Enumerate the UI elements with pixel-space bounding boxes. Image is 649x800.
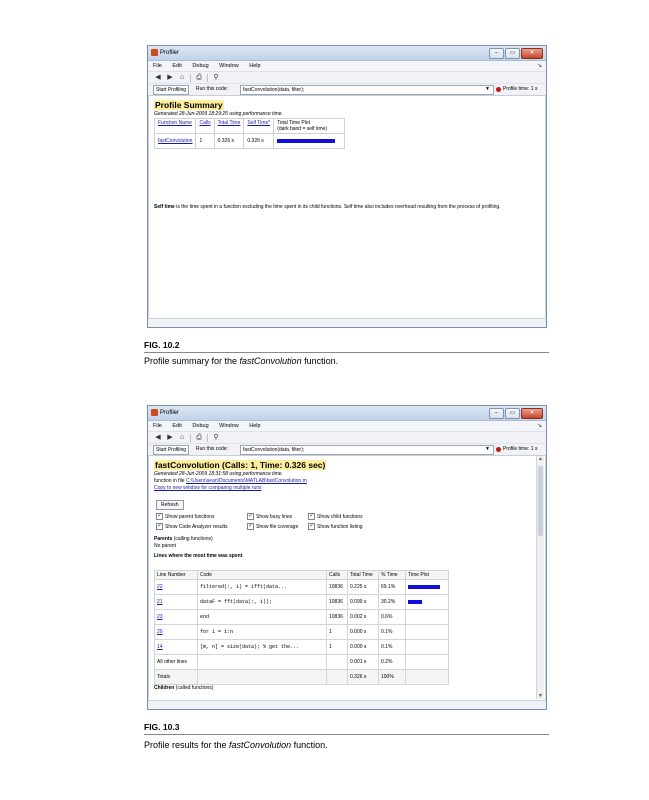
- menu-bar: [148, 421, 546, 431]
- page-title: Profile Summary: [155, 100, 223, 110]
- title-bar: [148, 46, 546, 61]
- pct-time-cell: 30.2%: [379, 595, 406, 610]
- children-heading-text: Children: [154, 685, 175, 691]
- menu-file[interactable]: File: [153, 63, 162, 69]
- profiler-window-detail: [147, 405, 547, 710]
- undock-icon[interactable]: ↘: [537, 423, 542, 429]
- time-plot-bar: [408, 585, 440, 589]
- caption-rule: [144, 734, 549, 735]
- file-path-link[interactable]: C:\Users\sean\Documents\MATLAB\fastConvolution.m: [185, 478, 307, 484]
- figure-caption: [144, 740, 328, 750]
- menu-window[interactable]: Window: [219, 63, 239, 69]
- profiler-window-summary: [147, 45, 547, 328]
- other-lines-pct: 0.2%: [379, 655, 406, 670]
- other-lines-total: 0.001 s: [348, 655, 379, 670]
- table-row: [155, 610, 449, 625]
- pct-time-cell: 69.1%: [379, 580, 406, 595]
- checkbox-label: Show child functions: [317, 513, 363, 520]
- record-icon: [496, 447, 501, 452]
- parents-heading-text: Parents: [154, 536, 173, 542]
- window-title: Profiler: [160, 410, 180, 416]
- caption-text-end: function.: [301, 356, 339, 366]
- check-icon: ✓: [157, 513, 162, 519]
- table-row-totals: [155, 670, 449, 685]
- profile-summary-content: [150, 96, 544, 317]
- checkbox-code-analyzer[interactable]: [156, 523, 228, 530]
- forward-icon[interactable]: ▶: [167, 74, 173, 81]
- menu-file[interactable]: File: [153, 423, 162, 429]
- checkbox-label: Show Code Analyzer results: [165, 523, 228, 530]
- time-plot-bar: [408, 600, 422, 604]
- checkbox-show-parents[interactable]: [156, 513, 214, 520]
- profile-time-label: Profile time: 1 s: [503, 446, 538, 452]
- back-icon[interactable]: ◀: [155, 434, 161, 441]
- back-icon[interactable]: ◀: [155, 74, 161, 81]
- status-bar: [148, 700, 546, 709]
- line-link[interactable]: 22: [157, 584, 163, 590]
- maximize-button[interactable]: ▭: [505, 48, 520, 59]
- table-row: [155, 640, 449, 655]
- parents-heading: [154, 536, 213, 542]
- column-header-total-time: Total Time: [348, 571, 379, 580]
- checkbox-file-coverage[interactable]: [247, 523, 298, 530]
- print-icon[interactable]: ⎙: [196, 434, 202, 441]
- caption-text: Profile results for the: [144, 740, 230, 750]
- chevron-down-icon[interactable]: ▼: [485, 446, 490, 452]
- column-header-calls[interactable]: Calls: [199, 120, 211, 126]
- close-button[interactable]: ✕: [521, 48, 543, 59]
- table-row: [155, 580, 449, 595]
- find-icon[interactable]: ⚲: [213, 434, 219, 441]
- column-header-function-name[interactable]: Function Name: [158, 120, 192, 126]
- pct-time-cell: 0.1%: [379, 640, 406, 655]
- checkbox-label: Show function listing: [317, 523, 363, 530]
- home-icon[interactable]: ⌂: [179, 74, 185, 81]
- calls-cell: 1: [327, 640, 348, 655]
- check-icon: ✓: [309, 523, 314, 529]
- line-link[interactable]: 14: [157, 644, 163, 650]
- total-time-cell: 0.002 s: [348, 610, 379, 625]
- checkbox-show-children[interactable]: [308, 513, 363, 520]
- check-icon: ✓: [248, 513, 253, 519]
- figure-caption: [144, 356, 338, 366]
- undock-icon[interactable]: ↘: [537, 63, 542, 69]
- minimize-button[interactable]: –: [489, 48, 504, 59]
- checkbox-label: Show busy lines: [256, 513, 293, 520]
- total-time-cell: 0.225 s: [348, 580, 379, 595]
- calls-cell: 10836: [327, 610, 348, 625]
- line-link[interactable]: 20: [157, 629, 163, 635]
- window-title: Profiler: [160, 50, 180, 56]
- function-link[interactable]: fastConvolution: [158, 138, 193, 144]
- file-location: [154, 478, 307, 484]
- total-time-cell: 0.326 s: [214, 134, 244, 149]
- menu-help[interactable]: Help: [249, 423, 261, 429]
- scroll-thumb[interactable]: [538, 466, 543, 536]
- refresh-button[interactable]: Refresh: [156, 500, 184, 510]
- title-bar: [148, 406, 546, 421]
- column-header-time-plot: Time Plot: [406, 571, 449, 580]
- calls-cell: 1: [327, 625, 348, 640]
- caption-function: fastConvolution: [239, 356, 302, 366]
- column-header-pct-time: % Time: [379, 571, 406, 580]
- menu-debug[interactable]: Debug: [192, 63, 209, 69]
- column-header-time-plot: Total Time Plot (dark band = self time): [274, 119, 345, 134]
- generated-text: Generated 28-Jun-2009 18:31:58 using performance time.: [154, 471, 283, 477]
- function-detail-content: [150, 456, 536, 699]
- table-row: [155, 595, 449, 610]
- column-header-self-time[interactable]: Self Time*: [247, 120, 271, 126]
- close-button[interactable]: ✕: [521, 408, 543, 419]
- self-time-cell: 0.326 s: [244, 134, 274, 149]
- column-header-calls: Calls: [327, 571, 348, 580]
- summary-table: [154, 118, 345, 149]
- profile-time-label: Profile time: 1 s: [503, 86, 538, 92]
- matlab-icon: [151, 409, 158, 416]
- maximize-button[interactable]: ▭: [505, 408, 520, 419]
- table-row: [155, 134, 345, 149]
- toolbar: [148, 71, 546, 84]
- run-code-input[interactable]: fastConvolution(data, filter);: [240, 445, 494, 455]
- scroll-up-icon[interactable]: ▲: [538, 456, 543, 462]
- home-icon[interactable]: ⌂: [179, 434, 185, 441]
- calls-cell: 10836: [327, 580, 348, 595]
- menu-help[interactable]: Help: [249, 63, 261, 69]
- parents-heading-sub: (calling functions): [172, 536, 213, 542]
- toolbar-separator: [190, 434, 191, 442]
- check-icon: ✓: [157, 523, 162, 529]
- children-heading: [154, 685, 213, 691]
- column-header-code: Code: [198, 571, 327, 580]
- no-parent-text: No parent: [154, 543, 176, 549]
- line-link[interactable]: 21: [157, 599, 163, 605]
- status-bar: [148, 318, 546, 327]
- caption-text-end: function.: [291, 740, 328, 750]
- caption-text: Profile summary for the: [144, 356, 240, 366]
- total-time-cell: 0.099 s: [348, 595, 379, 610]
- menu-edit[interactable]: Edit: [172, 423, 182, 429]
- minimize-button[interactable]: –: [489, 408, 504, 419]
- other-lines-label: All other lines: [155, 655, 198, 670]
- code-cell: dataF = fft(data(:, i));: [198, 595, 327, 610]
- toolbar-separator: [207, 74, 208, 82]
- record-icon: [496, 87, 501, 92]
- column-header-line-number: Line Number: [155, 571, 198, 580]
- children-heading-sub: (called functions): [174, 685, 214, 691]
- menu-edit[interactable]: Edit: [172, 63, 182, 69]
- caption-function: fastConvolution: [229, 740, 292, 750]
- print-icon[interactable]: ⎙: [196, 74, 202, 81]
- caption-rule: [144, 352, 549, 353]
- menu-debug[interactable]: Debug: [192, 423, 209, 429]
- figure-label: FIG. 10.3: [144, 722, 180, 732]
- chevron-down-icon[interactable]: ▼: [485, 86, 490, 92]
- generated-text: Generated 28-Jun-2009 18:29:25 using performance time.: [154, 111, 283, 117]
- code-cell: for i = 1:n: [198, 625, 327, 640]
- table-row: [155, 625, 449, 640]
- check-icon: ✓: [248, 523, 253, 529]
- totals-total: 0.326 s: [348, 670, 379, 685]
- busy-lines-table: [154, 570, 449, 685]
- scroll-down-icon[interactable]: ▼: [538, 693, 543, 699]
- menu-window[interactable]: Window: [219, 423, 239, 429]
- lines-heading: Lines where the most time was spent: [154, 553, 243, 559]
- menu-bar: [148, 61, 546, 71]
- calls-cell: 1: [196, 134, 214, 149]
- matlab-icon: [151, 49, 158, 56]
- find-icon[interactable]: ⚲: [213, 74, 219, 81]
- forward-icon[interactable]: ▶: [167, 434, 173, 441]
- time-plot-bar: [277, 139, 335, 143]
- checkbox-label: Show parent functions: [165, 513, 215, 520]
- total-time-cell: 0.000 s: [348, 625, 379, 640]
- self-time-note: [154, 204, 534, 211]
- checkbox-function-listing[interactable]: [308, 523, 363, 530]
- start-profiling-button[interactable]: Start Profiling: [153, 85, 189, 95]
- code-cell: filtered(:, i) = ifft(data...: [198, 580, 327, 595]
- calls-cell: 10836: [327, 595, 348, 610]
- code-cell: end: [198, 610, 327, 625]
- toolbar: [148, 431, 546, 444]
- run-code-label: Run this code:: [196, 446, 228, 452]
- run-code-row: [148, 444, 546, 456]
- run-code-input[interactable]: fastConvolution(data, filter);: [240, 85, 494, 95]
- file-prefix: function in file: [154, 478, 186, 484]
- code-cell: [m, n] = size(data); % get the...: [198, 640, 327, 655]
- totals-label: Totals: [155, 670, 198, 685]
- start-profiling-button[interactable]: Start Profiling: [153, 445, 189, 455]
- checkbox-show-busy-lines[interactable]: [247, 513, 292, 520]
- line-link[interactable]: 23: [157, 614, 163, 620]
- check-icon: ✓: [309, 513, 314, 519]
- pct-time-cell: 0.6%: [379, 610, 406, 625]
- page-title: fastConvolution (Calls: 1, Time: 0.326 sec): [155, 460, 326, 470]
- note-text: is the time spent in a function excluding the time spent in its child functions. Self time also includes overhead resulting from the process of profiling.: [174, 204, 501, 210]
- figure-label: FIG. 10.2: [144, 340, 180, 350]
- toolbar-separator: [190, 74, 191, 82]
- total-time-cell: 0.000 s: [348, 640, 379, 655]
- run-code-row: [148, 84, 546, 96]
- pct-time-cell: 0.1%: [379, 625, 406, 640]
- totals-pct: 100%: [379, 670, 406, 685]
- vertical-scrollbar[interactable]: [536, 456, 544, 699]
- copy-window-link[interactable]: Copy to new window for comparing multiple runs: [154, 485, 262, 491]
- note-bold-term: Self time: [154, 204, 175, 210]
- checkbox-label: Show file coverage: [256, 523, 299, 530]
- table-row-other-lines: [155, 655, 449, 670]
- column-header-total-time[interactable]: Total Time: [217, 120, 241, 126]
- toolbar-separator: [207, 434, 208, 442]
- run-code-label: Run this code:: [196, 86, 228, 92]
